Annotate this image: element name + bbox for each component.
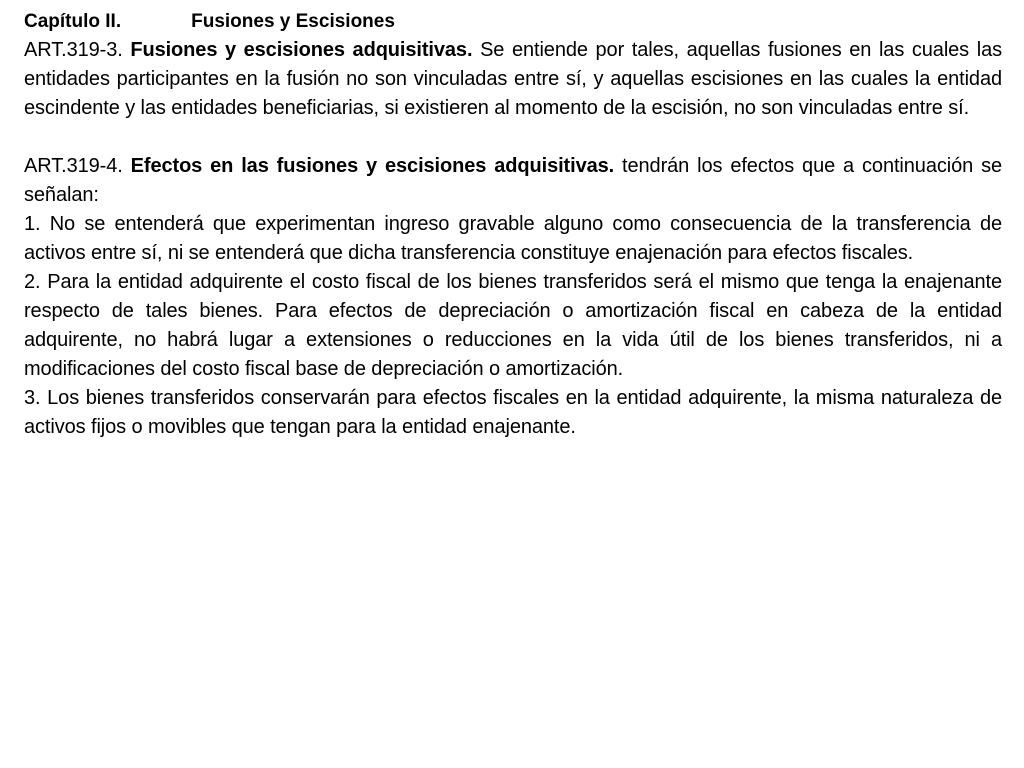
paragraph-gap (24, 123, 1002, 152)
article-319-4-ref: ART.319-4. (24, 155, 123, 177)
article-319-4 (24, 152, 1002, 210)
chapter-title: Fusiones y Escisiones (191, 11, 395, 32)
article-319-4-item-2: 2. Para la entidad adquirente el costo fiscal de los bienes transferidos será el mismo que tenga la enajenante respecto de tales bienes. Para efectos de depreciación o amortización fiscal en cabeza de la entidad adquirente, no habrá lugar a extensiones o reducciones en la vida útil de los bienes transferidos, ni a modificaciones del costo fiscal base de depreciación o amortización. (24, 271, 1002, 380)
chapter-number: Capítulo II. (24, 11, 122, 32)
article-319-4-item-3: 3. Los bienes transferidos conservarán para efectos fiscales en la entidad adquirente, la misma naturaleza de activos fijos o movibles que tengan para la entidad enajenante. (24, 387, 1002, 438)
chapter-heading (24, 8, 1002, 36)
article-319-3-title: Fusiones y escisiones adquisitivas. (130, 39, 473, 61)
article-319-4-item-1: 1. No se entenderá que experimentan ingreso gravable alguno como consecuencia de la transferencia de activos entre sí, ni se entenderá que dicha transferencia constituye enajenación para efectos fiscales. (24, 213, 1002, 264)
article-319-4-intro: tendrán los efectos que a continuación se señalan: (24, 155, 1002, 206)
article-319-3-body: Se entiende por tales, aquellas fusiones en las cuales las entidades participantes en la fusión no son vinculadas entre sí, y aquellas escisiones en las cuales la entidad escindente y las entidades beneficiarias, si existieren al momento de la escisión, no son vinculadas entre sí. (24, 39, 1002, 119)
article-319-3 (24, 36, 1002, 123)
article-319-4-title: Efectos en las fusiones y escisiones adquisitivas. (130, 155, 615, 177)
article-319-3-ref: ART.319-3. (24, 39, 123, 61)
